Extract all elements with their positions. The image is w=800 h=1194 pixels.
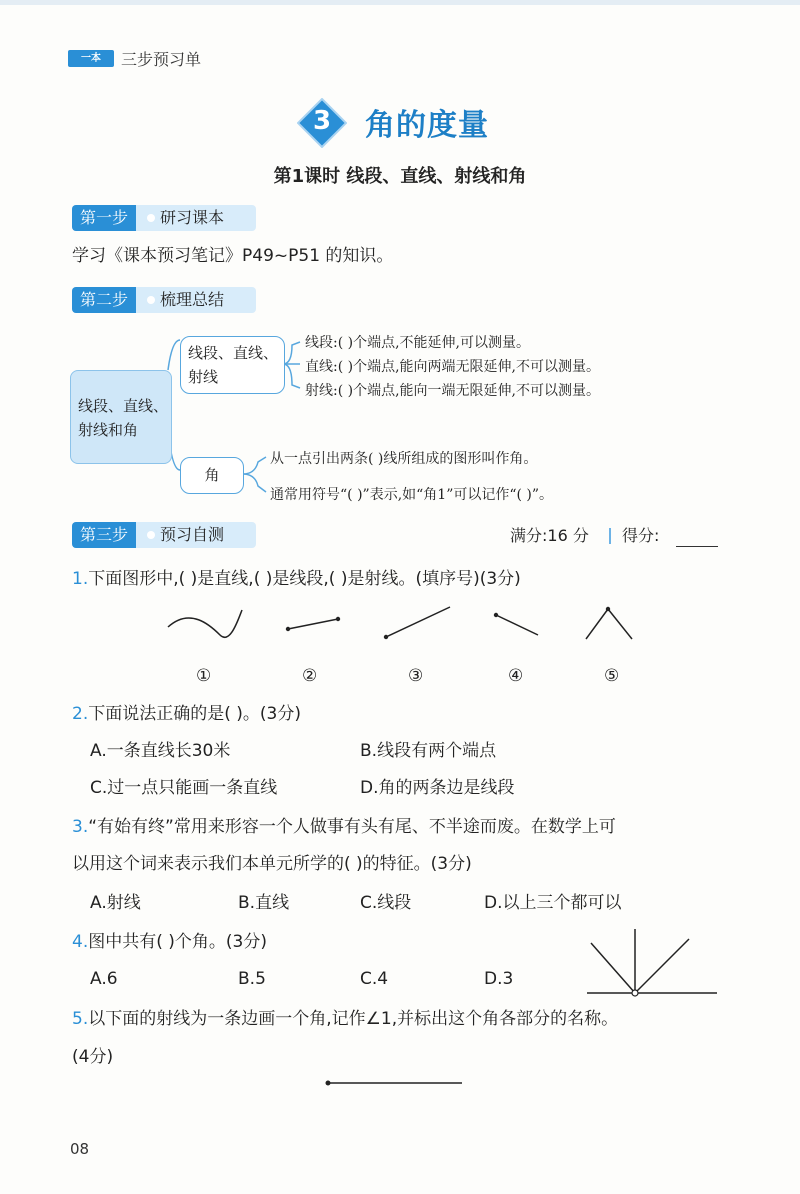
q4-angle-figure xyxy=(585,925,720,1000)
bullet-icon xyxy=(147,531,155,539)
branch-angle-text: 角 xyxy=(204,466,220,484)
chapter-number: 3 xyxy=(312,106,332,136)
mindmap-root-text xyxy=(78,394,168,442)
q5-ray[interactable] xyxy=(322,1078,467,1088)
brand-name: 三步预习单 xyxy=(121,50,202,69)
question-text: “有始有终”常用来形容一个人做事有头有尾、不半途而废。在数学上可 xyxy=(88,817,616,837)
step3-label: 预习自测 xyxy=(160,525,225,544)
q2-option-b[interactable]: B.线段有两个端点 xyxy=(360,741,497,761)
root-line: 射线和角 xyxy=(78,421,139,439)
question-text: 下面图形中,( )是直线,( )是线段,( )是射线。(填序号)(3分) xyxy=(88,569,521,589)
question-number: 2. xyxy=(72,704,89,724)
q1-label-4: ④ xyxy=(508,666,524,686)
question-number: 1. xyxy=(72,569,89,589)
question-3 xyxy=(72,815,616,839)
step1-text: 学习《课本预习笔记》P49~P51 的知识。 xyxy=(72,246,394,266)
q4-option-c[interactable]: C.4 xyxy=(360,969,389,989)
question-number: 3. xyxy=(72,817,89,837)
score-blank[interactable] xyxy=(676,546,718,547)
step1-label: 研习课本 xyxy=(160,208,225,227)
def-ray: 射线:( )个端点,能向一端无限延伸,不可以测量。 xyxy=(305,383,600,399)
q1-label-2: ② xyxy=(302,666,318,686)
def-angle-symbol: 通常用符号“( )”表示,如“角1”可以记作“( )”。 xyxy=(270,487,554,503)
question-text: 图中共有( )个角。(3分) xyxy=(88,932,267,952)
step2-label: 梳理总结 xyxy=(160,290,225,309)
question-1 xyxy=(72,567,521,591)
question-2 xyxy=(72,702,301,726)
score-full: 满分:16 分 xyxy=(510,526,589,545)
q2-option-c[interactable]: C.过一点只能画一条直线 xyxy=(90,778,278,798)
q3-option-d[interactable]: D.以上三个都可以 xyxy=(484,893,622,913)
q3-option-a[interactable]: A.射线 xyxy=(90,893,141,913)
q1-label-5: ⑤ xyxy=(604,666,620,686)
q1-figures xyxy=(160,605,720,655)
question-4 xyxy=(72,930,267,954)
q1-label-3: ③ xyxy=(408,666,424,686)
question-number: 5. xyxy=(72,1009,89,1029)
q2-option-a[interactable]: A.一条直线长30米 xyxy=(90,741,231,761)
score-get: 得分: xyxy=(622,526,660,545)
q2-option-d[interactable]: D.角的两条边是线段 xyxy=(360,778,515,798)
question-text: 下面说法正确的是( )。(3分) xyxy=(88,704,301,724)
branch-line: 射线 xyxy=(188,368,219,386)
score-divider xyxy=(609,528,611,544)
page-number: 08 xyxy=(70,1140,90,1158)
branch-line: 线段、直线、 xyxy=(188,344,279,362)
step3-tag xyxy=(72,522,256,548)
lesson-title: 第1课时 线段、直线、射线和角 xyxy=(273,166,527,187)
question-5 xyxy=(72,1007,618,1031)
question-5-line2: (4分) xyxy=(72,1047,114,1067)
brand-logo: 一本 xyxy=(68,50,114,67)
q4-option-a[interactable]: A.6 xyxy=(90,969,118,989)
def-segment: 线段:( )个端点,不能延伸,可以测量。 xyxy=(305,335,530,351)
q3-option-c[interactable]: C.线段 xyxy=(360,893,412,913)
chapter-title: 角的度量 xyxy=(365,108,489,143)
step3-number: 第三步 xyxy=(72,522,136,548)
q4-option-b[interactable]: B.5 xyxy=(238,969,266,989)
branch-lines-text xyxy=(188,341,278,389)
question-number: 4. xyxy=(72,932,89,952)
q1-label-1: ① xyxy=(196,666,212,686)
question-text: 以下面的射线为一条边画一个角,记作∠1,并标出这个角各部分的名称。 xyxy=(88,1009,619,1029)
def-line: 直线:( )个端点,能向两端无限延伸,不可以测量。 xyxy=(305,359,600,375)
step1-number: 第一步 xyxy=(72,205,136,231)
question-3-line2: 以用这个词来表示我们本单元所学的( )的特征。(3分) xyxy=(72,854,472,874)
q4-option-d[interactable]: D.3 xyxy=(484,969,514,989)
root-line: 线段、直线、 xyxy=(78,397,169,415)
def-angle: 从一点引出两条( )线所组成的图形叫作角。 xyxy=(270,451,538,467)
q3-option-b[interactable]: B.直线 xyxy=(238,893,290,913)
step2-number: 第二步 xyxy=(72,287,136,313)
